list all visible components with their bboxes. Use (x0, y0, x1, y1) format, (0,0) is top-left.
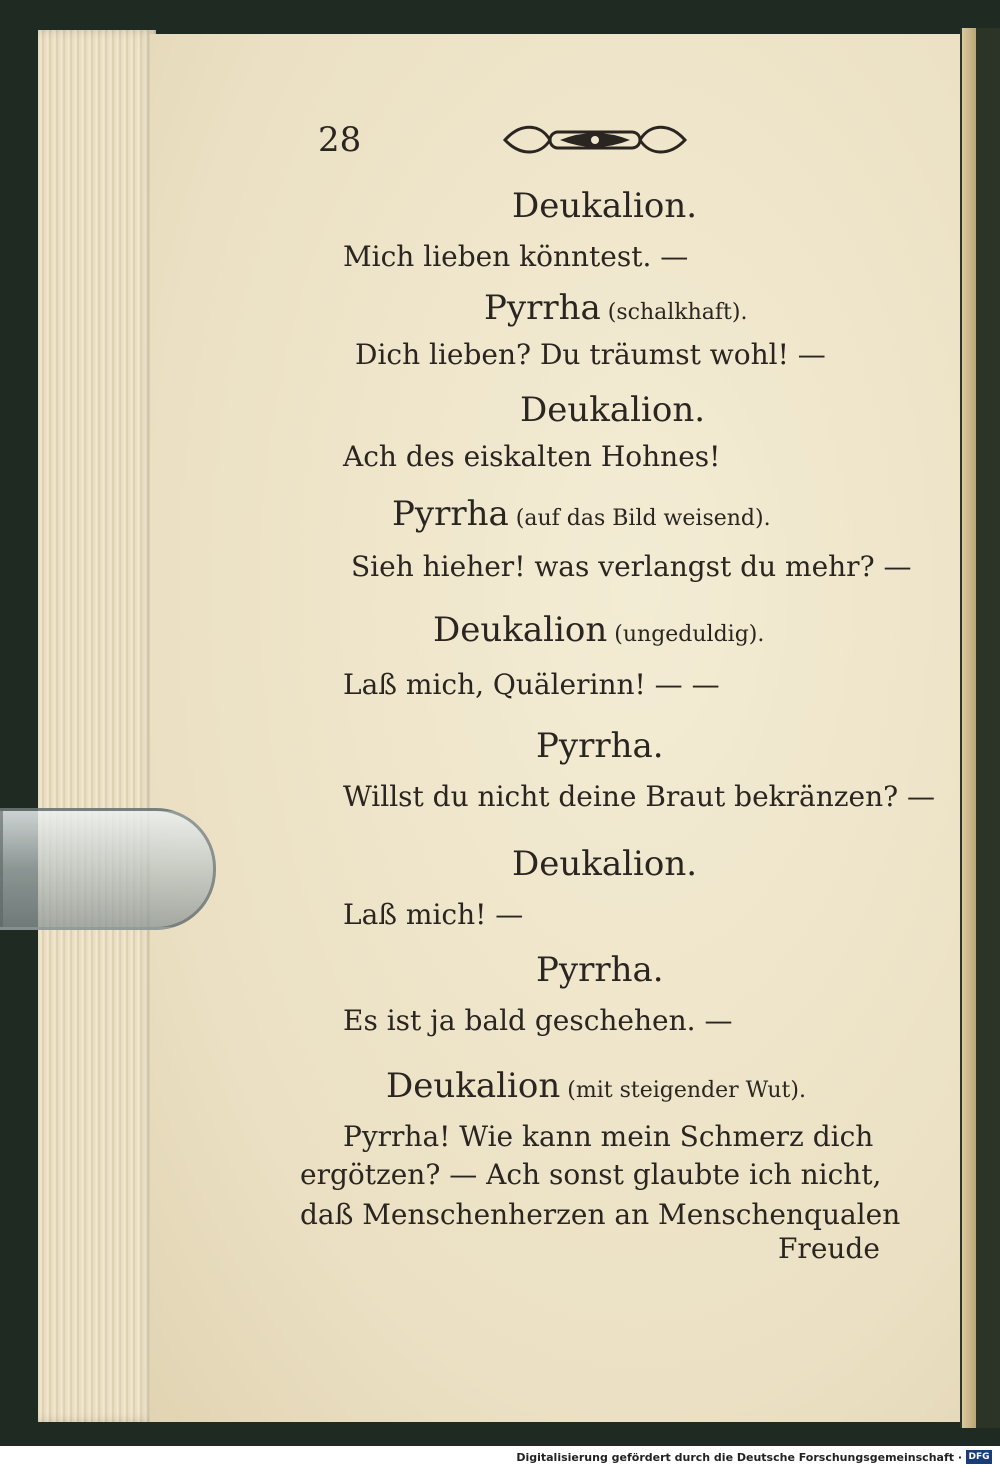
speaker-heading (512, 844, 697, 884)
speaker-name: Deukalion (433, 610, 608, 650)
speaker-heading (433, 610, 764, 650)
page-clip (0, 808, 216, 930)
speaker-heading (512, 186, 697, 226)
dialogue-line: ergötzen? — Ach sonst glaubte ich nicht, (300, 1158, 882, 1191)
speaker-name: Deukalion (386, 1066, 561, 1106)
stage-direction: (auf das Bild weisend). (508, 506, 771, 531)
page-number: 28 (318, 120, 362, 160)
speaker-name: Deukalion. (512, 186, 698, 226)
footer-credit: Digitalisierung gefördert durch die Deutsche Forschungsgemeinschaft · (516, 1451, 962, 1464)
dialogue-line: Es ist ja bald geschehen. — (343, 1004, 733, 1037)
ornament-icon (500, 118, 690, 162)
dialogue-line: Laß mich, Quälerinn! — — (343, 668, 720, 701)
dialogue-line: Laß mich! — (343, 898, 524, 931)
dialogue-line: Dich lieben? Du träumst wohl! — (355, 338, 826, 371)
speaker-heading (392, 494, 771, 534)
speaker-heading (520, 390, 705, 430)
dialogue-line: Pyrrha! Wie kann mein Schmerz dich (343, 1120, 874, 1153)
stage-direction: (schalkhaft). (600, 300, 748, 325)
speaker-name: Deukalion. (520, 390, 706, 430)
speaker-name: Pyrrha. (536, 950, 664, 990)
speaker-heading (386, 1066, 806, 1106)
speaker-name: Pyrrha (392, 494, 509, 534)
page-stack-edge (38, 30, 156, 1422)
dialogue-line: daß Menschenherzen an Menschenqualen (300, 1198, 901, 1231)
stage-direction: (mit steigender Wut). (560, 1078, 806, 1103)
speaker-heading (536, 726, 664, 766)
speaker-heading (484, 288, 747, 328)
speaker-name: Pyrrha (484, 288, 601, 328)
speaker-name: Pyrrha. (536, 726, 664, 766)
stage-direction: (ungeduldig). (607, 622, 765, 647)
dialogue-line: Freude (778, 1232, 880, 1265)
speaker-heading (536, 950, 664, 990)
dialogue-line: Sieh hieher! was verlangst du mehr? — (351, 550, 912, 583)
dialogue-line: Ach des eiskalten Hohnes! (343, 440, 721, 473)
right-binding (960, 28, 1000, 1428)
dialogue-line: Willst du nicht deine Braut bekränzen? — (343, 780, 936, 813)
speaker-name: Deukalion. (512, 844, 698, 884)
dfg-logo: DFG (966, 1450, 992, 1464)
dialogue-line: Mich lieben könntest. — (343, 240, 689, 273)
